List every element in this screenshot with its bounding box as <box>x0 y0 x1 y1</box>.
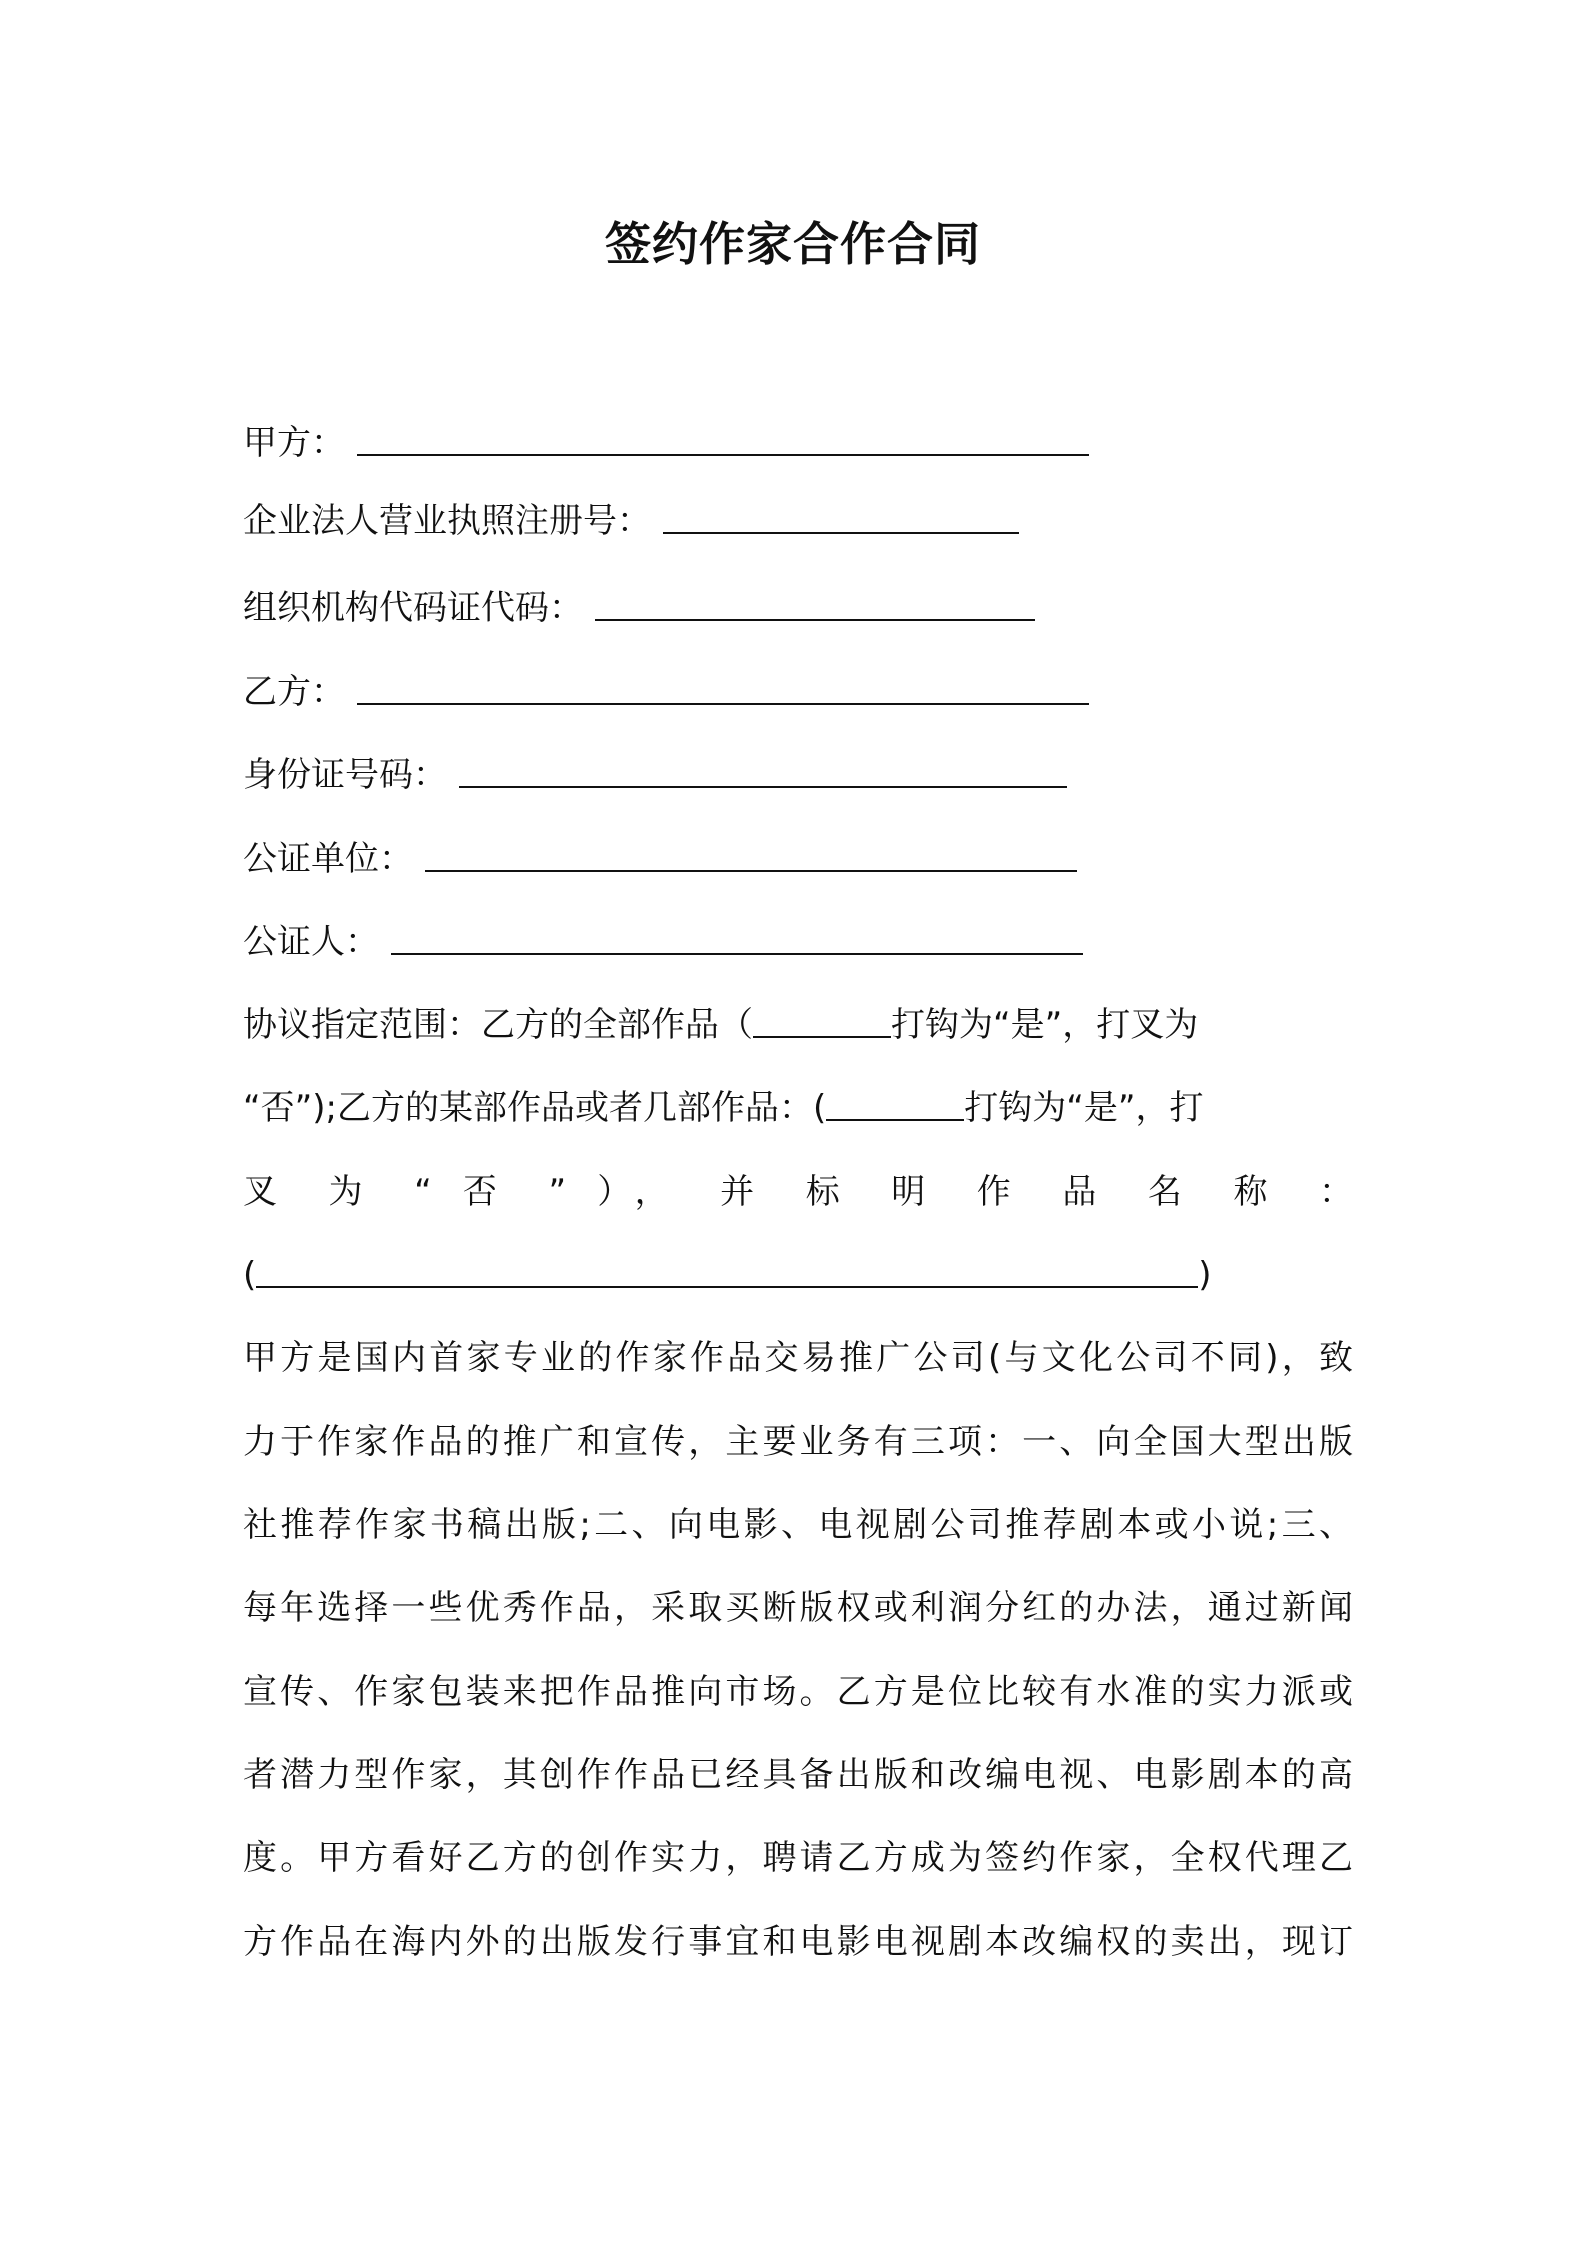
notary-label: 公证人： <box>243 922 379 962</box>
party-b-blank[interactable] <box>357 669 1089 705</box>
scope-line-1 <box>243 1000 1198 1050</box>
license-no-field <box>243 496 1019 546</box>
notary-blank[interactable] <box>391 919 1083 955</box>
notary-unit-blank[interactable] <box>425 836 1077 872</box>
party-a-field <box>243 418 1089 468</box>
works-name-close-paren: ) <box>1198 1255 1212 1295</box>
scope-line-2-text-a: “否”);乙方的某部作品或者几部作品：( <box>243 1088 827 1128</box>
party-a-blank[interactable] <box>357 420 1089 456</box>
license-no-blank[interactable] <box>663 498 1019 534</box>
body-line: 方作品在海内外的出版发行事宜和电影电视剧本改编权的卖出，现订 <box>243 1922 1353 1962</box>
works-name-blank[interactable] <box>256 1252 1198 1288</box>
party-a-label: 甲方： <box>243 423 345 463</box>
id-no-blank[interactable] <box>459 752 1067 788</box>
org-code-field <box>243 583 1035 633</box>
body-line: 甲方是国内首家专业的作家作品交易推广公司(与文化公司不同)，致 <box>243 1338 1353 1378</box>
org-code-label: 组织机构代码证代码： <box>243 588 583 628</box>
notary-unit-label: 公证单位： <box>243 839 413 879</box>
notary-field <box>243 917 1083 967</box>
body-line: 宣传、作家包装来把作品推向市场。乙方是位比较有水准的实力派或 <box>243 1672 1353 1712</box>
body-line: 力于作家作品的推广和宣传，主要业务有三项：一、向全国大型出版 <box>243 1422 1353 1462</box>
scope-line-1-text-a: 协议指定范围：乙方的全部作品（ <box>243 1005 753 1045</box>
body-line: 每年选择一些优秀作品，采取买断版权或利润分红的办法，通过新闻 <box>243 1588 1353 1628</box>
party-b-field <box>243 667 1089 717</box>
scope-line-2 <box>243 1083 1203 1133</box>
body-line: 度。甲方看好乙方的创作实力，聘请乙方成为签约作家，全权代理乙 <box>243 1838 1353 1878</box>
scope-all-works-checkbox-blank[interactable] <box>753 1002 891 1038</box>
id-no-field <box>243 750 1067 800</box>
scope-line-3: 叉 为 “ 否 ” ）， 并 标 明 作 品 名 称 ： <box>243 1172 1353 1212</box>
org-code-blank[interactable] <box>595 585 1035 621</box>
id-no-label: 身份证号码： <box>243 755 447 795</box>
scope-some-works-checkbox-blank[interactable] <box>826 1085 964 1121</box>
scope-line-2-text-b: 打钩为“是”，打 <box>964 1088 1204 1128</box>
body-line: 者潜力型作家，其创作作品已经具备出版和改编电视、电影剧本的高 <box>243 1755 1353 1795</box>
works-name-open-paren: ( <box>243 1255 257 1295</box>
license-no-label: 企业法人营业执照注册号： <box>243 501 651 541</box>
body-line: 社推荐作家书稿出版;二、向电影、电视剧公司推荐剧本或小说;三、 <box>243 1505 1353 1545</box>
scope-line-4 <box>243 1250 1212 1300</box>
scope-line-1-text-b: 打钩为“是”，打叉为 <box>891 1005 1199 1045</box>
party-b-label: 乙方： <box>243 672 345 712</box>
document-title: 签约作家合作合同 <box>605 217 981 271</box>
notary-unit-field <box>243 834 1077 884</box>
